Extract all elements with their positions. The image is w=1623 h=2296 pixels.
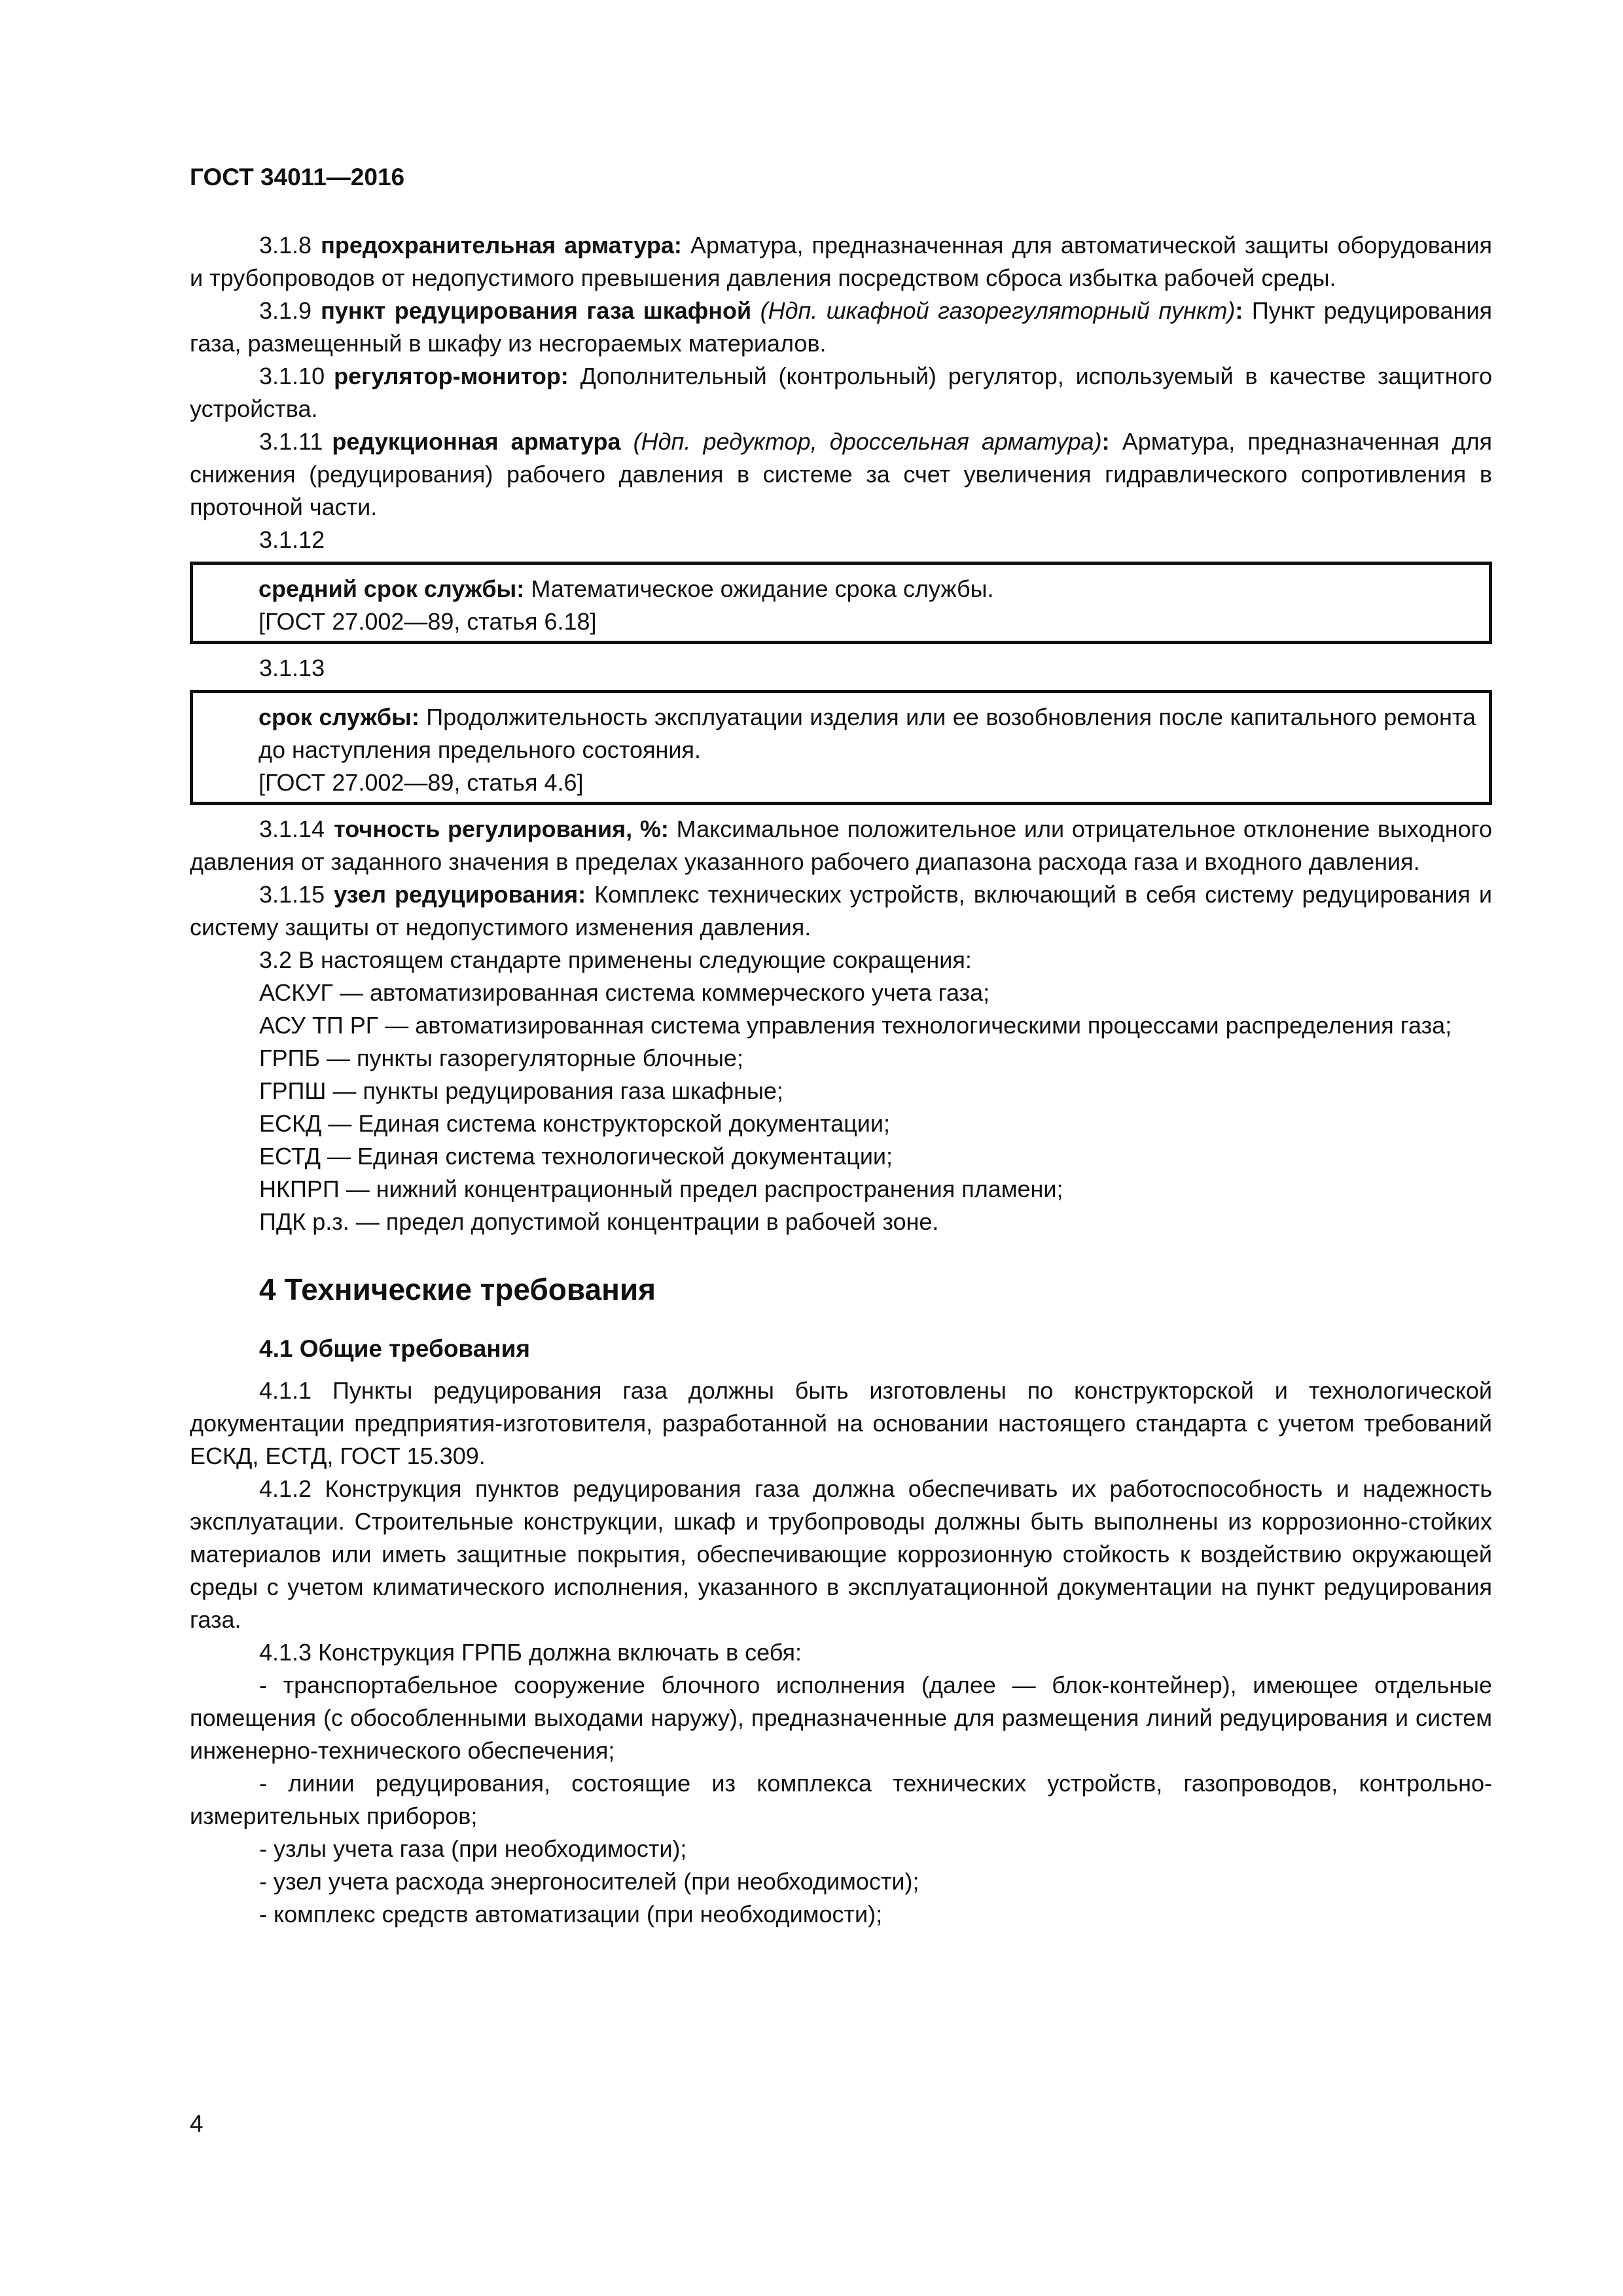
definition-3-1-9: 3.1.9 пункт редуцирования газа шкафной (Ндп. шкафной газорегуляторный пункт): Пункт редуцирования газа, размещенный в шкафу из несгораемых материалов. xyxy=(190,297,1492,357)
list-item: - узел учета расхода энергоносителей (при необходимости); xyxy=(259,1868,919,1895)
abbreviation-item: НКПРП — нижний концентрационный предел распространения пламени; xyxy=(259,1175,1063,1202)
clause-number-3-1-13: 3.1.13 xyxy=(259,655,325,681)
source-reference: [ГОСТ 27.002—89, статья 6.18] xyxy=(259,608,597,635)
definition-3-1-14: 3.1.14 точность регулирования, %: Максимальное положительное или отрицательное отклонение выходного давления от заданного значения в пределах указанного рабочего диапазона расхода газа и входного давления. xyxy=(190,816,1492,875)
abbreviation-item: АСУ ТП РГ — автоматизированная система управления технологическими процессами распределения газа; xyxy=(259,1012,1452,1039)
list-item: - линии редуцирования, состоящие из комплекса технических устройств, газопроводов, контрольно-измерительных приборов; xyxy=(190,1770,1492,1829)
definition-3-1-15: 3.1.15 узел редуцирования: Комплекс технических устройств, включающий в себя систему редуцирования и систему защиты от недопустимого изменения давления. xyxy=(190,881,1492,941)
term: средний срок службы: xyxy=(259,575,525,602)
clause-4-1-3: 4.1.3 Конструкция ГРПБ должна включать в себя: xyxy=(259,1639,802,1666)
section-heading: 4 Технические требования xyxy=(259,1272,656,1306)
term: срок службы: xyxy=(259,704,419,730)
clause-4-1-2: 4.1.2 Конструкция пунктов редуцирования газа должна обеспечивать их работоспособность и надежность эксплуатации. Строительные конструкции, шкаф и трубопроводы должны быть выполнены из коррозионно-стойких материалов или иметь защитные покрытия, обеспечивающие коррозионную стойкость к воздействию окружающей среды с учетом климатического исполнения, указанного в эксплуатационной документации на пункт редуцирования газа. xyxy=(190,1475,1492,1633)
definition-3-1-11: 3.1.11 редукционная арматура (Ндп. редуктор, дроссельная арматура): Арматура, предназначенная для снижения (редуцирования) рабочего давления в системе за счет увеличения гидравлического сопротивления в проточной части. xyxy=(190,428,1492,520)
clause-4-1-1: 4.1.1 Пункты редуцирования газа должны быть изготовлены по конструкторской и технологической документации предприятия-изготовителя, разработанной на основании настоящего стандарта с учетом требований ЕСКД, ЕСТД, ГОСТ 15.309. xyxy=(190,1377,1492,1469)
abbreviation-item: ЕСТД — Единая система технологической документации; xyxy=(259,1143,893,1170)
term-note: (Ндп. редуктор, дроссельная арматура) xyxy=(633,428,1102,455)
abbreviation-item: ГРПШ — пункты редуцирования газа шкафные; xyxy=(259,1077,783,1104)
subsection-heading: 4.1 Общие требования xyxy=(259,1335,530,1362)
page-header-doc-id: ГОСТ 34011—2016 xyxy=(190,164,405,190)
term: точность регулирования, %: xyxy=(334,816,669,842)
page-number: 4 xyxy=(190,2110,204,2137)
abbreviations-intro: 3.2 В настоящем стандарте применены следующие сокращения: xyxy=(259,946,972,973)
clause-number-3-1-12: 3.1.12 xyxy=(259,526,325,553)
definition-3-1-10: 3.1.10 регулятор-монитор: Дополнительный (контрольный) регулятор, используемый в качестве защитного устройства. xyxy=(190,363,1492,422)
quoted-definition-box xyxy=(190,562,1492,644)
term: пункт редуцирования газа шкафной xyxy=(321,297,752,324)
list-item: - комплекс средств автоматизации (при необходимости); xyxy=(259,1901,883,1928)
abbreviation-item: АСКУГ — автоматизированная система коммерческого учета газа; xyxy=(259,979,990,1006)
abbreviation-item: ЕСКД — Единая система конструкторской документации; xyxy=(259,1110,890,1137)
term: редукционная арматура xyxy=(332,428,621,455)
term: регулятор-монитор: xyxy=(334,363,569,389)
term-note: (Ндп. шкафной газорегуляторный пункт) xyxy=(760,297,1236,324)
list-item: - узлы учета газа (при необходимости); xyxy=(259,1835,687,1862)
abbreviation-item: ГРПБ — пункты газорегуляторные блочные; xyxy=(259,1045,743,1071)
term: предохранительная арматура: xyxy=(321,232,682,259)
boxed-definition: срок службы: Продолжительность эксплуатации изделия или ее возобновления после капитального ремонта до наступления предельного состояния. xyxy=(259,704,1476,763)
definition-3-1-8: 3.1.8 предохранительная арматура: Арматура, предназначенная для автоматической защиты оборудования и трубопроводов от недопустимого превышения давления посредством сброса избытка рабочей среды. xyxy=(190,232,1493,291)
source-reference: [ГОСТ 27.002—89, статья 4.6] xyxy=(259,769,584,796)
page-content xyxy=(190,229,1492,1931)
abbreviation-item: ПДК р.з. — предел допустимой концентрации в рабочей зоне. xyxy=(259,1208,939,1235)
list-item: - транспортабельное сооружение блочного исполнения (далее — блок-контейнер), имеющее отдельные помещения (с обособленными выходами наружу), предназначенные для размещения линий редуцирования и систем инженерно-технического обеспечения; xyxy=(190,1672,1492,1764)
term: узел редуцирования: xyxy=(334,881,586,908)
quoted-definition-box xyxy=(190,690,1492,805)
boxed-definition: средний срок службы: Математическое ожидание срока службы. xyxy=(259,575,994,602)
